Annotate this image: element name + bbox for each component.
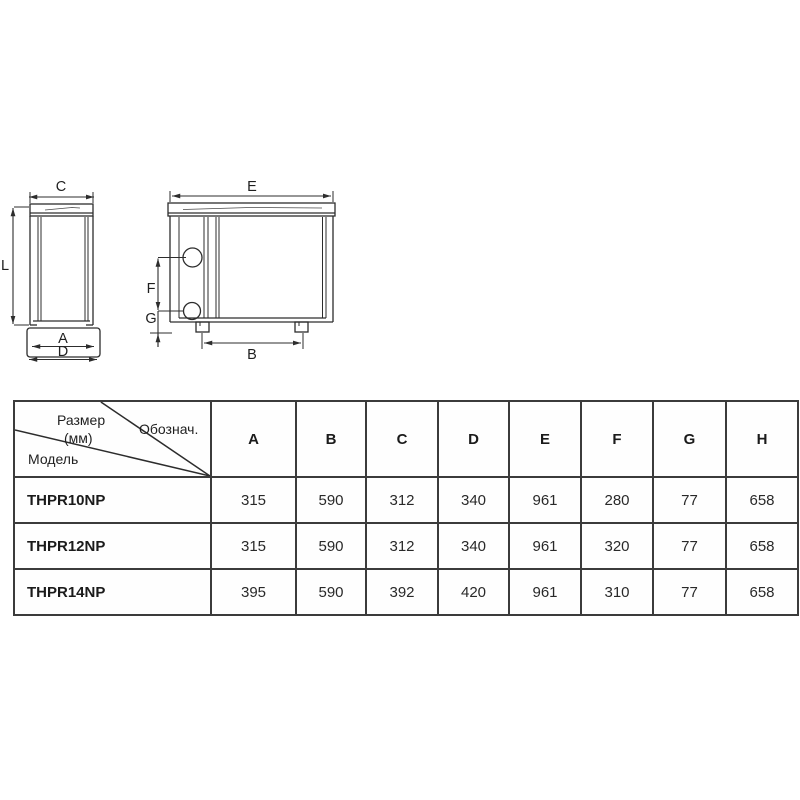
dimension-drawing <box>0 0 800 395</box>
table-row <box>14 477 798 523</box>
column-header-b: B <box>296 401 366 477</box>
dim-label-d: D <box>57 344 69 360</box>
value-cell: 310 <box>581 569 653 615</box>
corner-designation-label: Обознач. <box>139 421 199 437</box>
value-cell: 658 <box>726 569 798 615</box>
model-name: THPR12NP <box>14 523 211 569</box>
value-cell: 658 <box>726 477 798 523</box>
value-cell: 961 <box>509 523 581 569</box>
column-header-a: A <box>211 401 296 477</box>
value-cell: 312 <box>366 523 438 569</box>
value-cell: 312 <box>366 477 438 523</box>
dim-label-g: G <box>145 311 157 327</box>
table-corner-cell <box>14 401 211 477</box>
dim-label-a: A <box>58 331 68 347</box>
corner-model-label: Модель <box>28 451 79 467</box>
side-view <box>1 179 100 360</box>
value-cell: 280 <box>581 477 653 523</box>
dim-label-c: C <box>55 179 67 195</box>
value-cell: 315 <box>211 523 296 569</box>
value-cell: 590 <box>296 477 366 523</box>
dim-label-e: E <box>247 179 257 195</box>
table-row <box>14 569 798 615</box>
value-cell: 340 <box>438 523 509 569</box>
dim-label-f: F <box>146 281 156 297</box>
value-cell: 392 <box>366 569 438 615</box>
column-header-g: G <box>653 401 726 477</box>
table-header-row <box>14 401 798 477</box>
value-cell: 315 <box>211 477 296 523</box>
model-name: THPR14NP <box>14 569 211 615</box>
corner-size-unit: (мм) <box>64 430 93 446</box>
value-cell: 395 <box>211 569 296 615</box>
value-cell: 658 <box>726 523 798 569</box>
value-cell: 340 <box>438 477 509 523</box>
value-cell: 320 <box>581 523 653 569</box>
value-cell: 77 <box>653 523 726 569</box>
dim-label-b: B <box>247 347 257 363</box>
lower-port-circle <box>184 303 201 320</box>
column-header-f: F <box>581 401 653 477</box>
column-header-h: H <box>726 401 798 477</box>
model-name: THPR10NP <box>14 477 211 523</box>
dim-label-l: L <box>0 258 10 274</box>
value-cell: 77 <box>653 569 726 615</box>
column-header-d: D <box>438 401 509 477</box>
dimensions-table <box>13 400 799 616</box>
front-view <box>145 179 335 363</box>
value-cell: 961 <box>509 569 581 615</box>
corner-size-label: Размер <box>57 412 106 428</box>
value-cell: 420 <box>438 569 509 615</box>
column-header-e: E <box>509 401 581 477</box>
value-cell: 590 <box>296 523 366 569</box>
table-row <box>14 523 798 569</box>
value-cell: 590 <box>296 569 366 615</box>
column-header-c: C <box>366 401 438 477</box>
value-cell: 77 <box>653 477 726 523</box>
value-cell: 961 <box>509 477 581 523</box>
